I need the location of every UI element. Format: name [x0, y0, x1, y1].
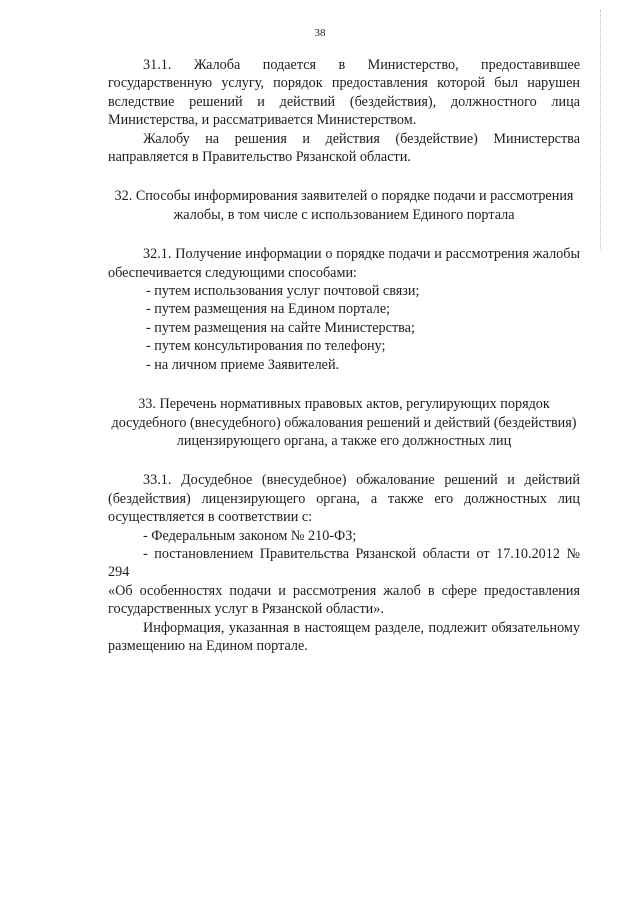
text-line: «Об особенностях подачи и рассмотрения жалоб в сфере предоставления — [108, 582, 580, 599]
list-item: - путем размещения на Едином портале; — [146, 301, 391, 318]
list-item: - путем консультирования по телефону; — [146, 338, 386, 355]
page-number: 38 — [314, 27, 326, 39]
text-line: 32.1. Получение информации о порядке подачи и рассмотрения жалобы — [143, 246, 580, 263]
section-heading-32 — [108, 187, 580, 224]
paragraph-33-1 — [108, 471, 580, 526]
text-line: (бездействия) лицензирующего органа, а также его должностных лиц — [108, 490, 580, 507]
text-line: Информация, указанная в настоящем разделе, подлежит обязательному — [143, 619, 580, 636]
text-line: государственных услуг в Рязанской области». — [108, 601, 384, 618]
paragraph-31-1 — [108, 56, 580, 130]
section-heading-33 — [108, 395, 580, 450]
scan-edge-mark — [600, 10, 605, 250]
list-item: - на личном приеме Заявителей. — [146, 356, 340, 373]
text-line: Жалобу на решения и действия (бездействие) Министерства — [143, 130, 580, 147]
text-line: 31.1. Жалоба подается в Министерство, предоставившее — [143, 57, 580, 73]
text-line: размещению на Едином портале. — [108, 637, 308, 654]
paragraph-33-2 — [108, 619, 580, 656]
list-32 — [108, 282, 580, 374]
paragraph-32-1 — [108, 245, 580, 282]
list-item: - путем использования услуг почтовой связи; — [146, 283, 420, 300]
document-body — [108, 56, 580, 655]
heading-line: 33. Перечень нормативных правовых актов, регулирующих порядок — [138, 396, 550, 413]
heading-line: 32. Способы информирования заявителей о порядке подачи и рассмотрения — [114, 188, 574, 205]
text-line: вследствие решений и действий (бездействия), должностного лица — [108, 93, 580, 110]
list-item: - Федеральным законом № 210-ФЗ; — [143, 527, 357, 544]
text-line: 33.1. Досудебное (внесудебное) обжалование решений и действий — [143, 472, 580, 489]
text-line: государственную услугу, порядок предоставления которой был нарушен — [108, 75, 580, 92]
list-33 — [108, 527, 580, 619]
list-item: - постановлением Правительства Рязанской области от 17.10.2012 № 294 — [108, 545, 580, 581]
text-line: обеспечивается следующими способами: — [108, 264, 357, 281]
text-line: Министерства, и рассматривается Министерством. — [108, 112, 417, 129]
text-line: направляется в Правительство Рязанской области. — [108, 149, 411, 166]
heading-line: жалобы, в том числе с использованием Единого портала — [173, 206, 515, 223]
heading-line: досудебного (внесудебного) обжалования решений и действий (бездействия) — [111, 414, 577, 431]
list-item: - путем размещения на сайте Министерства; — [146, 319, 415, 336]
paragraph-31-2 — [108, 130, 580, 167]
text-line: осуществляется в соответствии с: — [108, 509, 313, 526]
heading-line: лицензирующего органа, а также его должностных лиц — [176, 432, 512, 449]
